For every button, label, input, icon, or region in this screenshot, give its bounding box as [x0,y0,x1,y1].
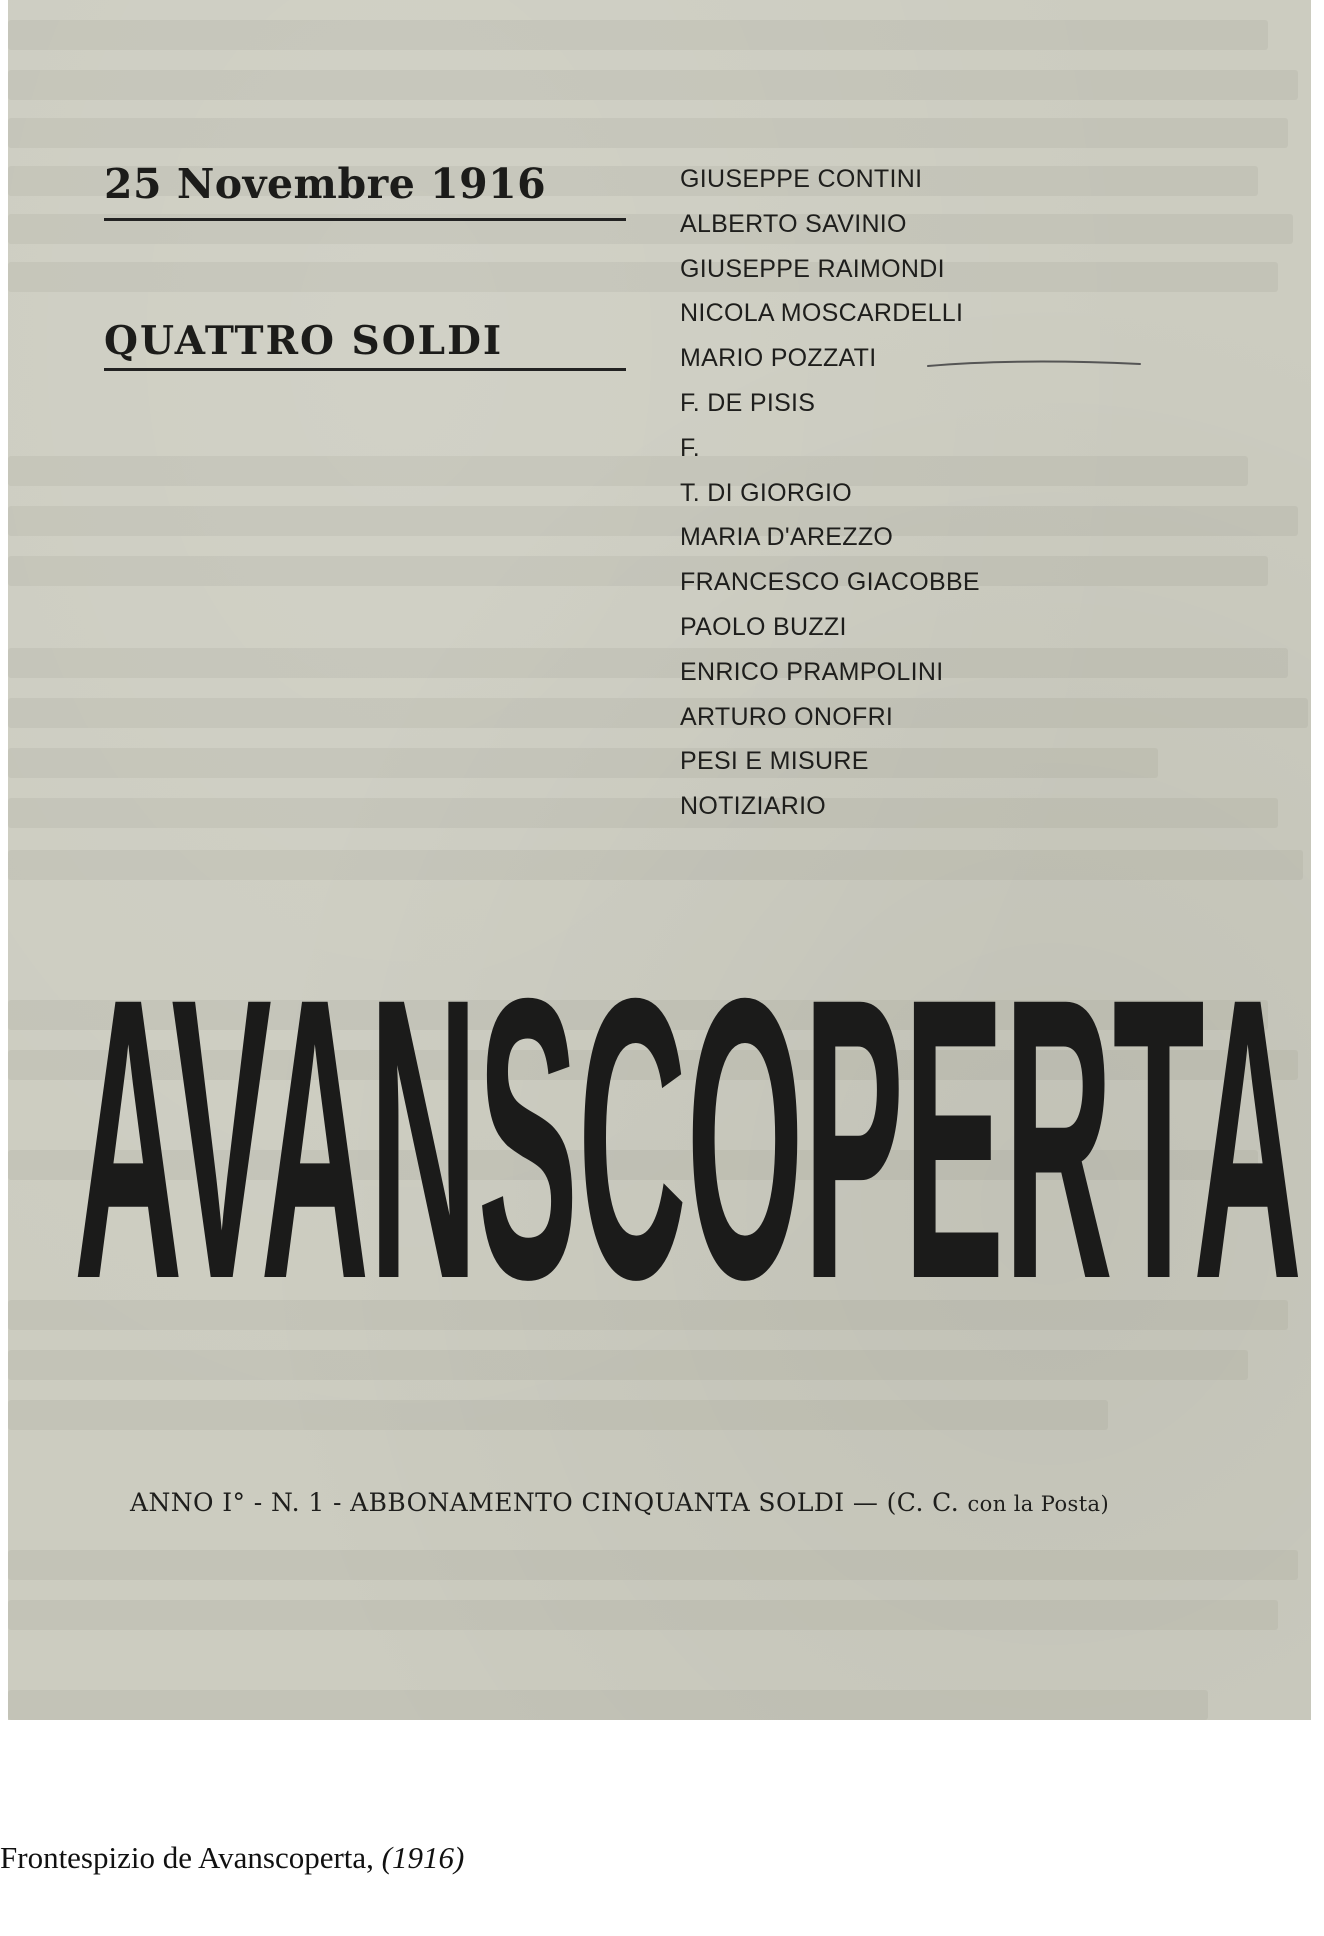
contents-item: NOTIZIARIO [680,792,827,821]
pen-stroke-mark [926,358,1142,372]
cover-price: QUATTRO SOLDI [104,318,504,364]
contents-list [680,157,980,829]
contents-item: PAOLO BUZZI [680,612,847,641]
contents-item: GIUSEPPE RAIMONDI [680,254,945,283]
contents-item: GIUSEPPE CONTINI [680,165,923,193]
contents-item: ARTURO ONOFRI [680,702,894,731]
contents-item: ENRICO PRAMPOLINI [680,657,944,686]
issue-line [130,1488,1290,1517]
show-through-texture [8,0,1311,1720]
contents-item: MARIO POZZATI [680,344,877,373]
contents-item: FRANCESCO GIACOBBE [680,568,980,597]
date-underline [104,218,626,221]
contents-item: PESI E MISURE [680,747,869,776]
contents-item: T. DI GIORGIO [680,478,852,507]
contents-item: ALBERTO SAVINIO [680,209,907,238]
contents-item: NICOLA MOSCARDELLI [680,299,964,328]
issue-line-main: ANNO I° - N. 1 - ABBONAMENTO CINQUANTA SOLDI — (C. C. [130,1488,960,1517]
masthead-text: AVANSCOPERTA [74,955,1302,1295]
cover-date: 25 Novembre 1916 [104,160,547,208]
contents-item: F. DE PISIS [680,388,816,417]
masthead-title [68,955,1308,1295]
caption-year: (1916) [381,1840,465,1875]
price-underline [104,368,626,371]
contents-item: MARIA D'AREZZO [680,523,894,552]
issue-line-postal: con la Posta) [967,1492,1110,1516]
contents-item: F. [680,433,701,462]
cover-scan [8,0,1311,1720]
figure-caption [0,1840,464,1876]
caption-text: Frontespizio de Avanscoperta, [0,1840,374,1875]
